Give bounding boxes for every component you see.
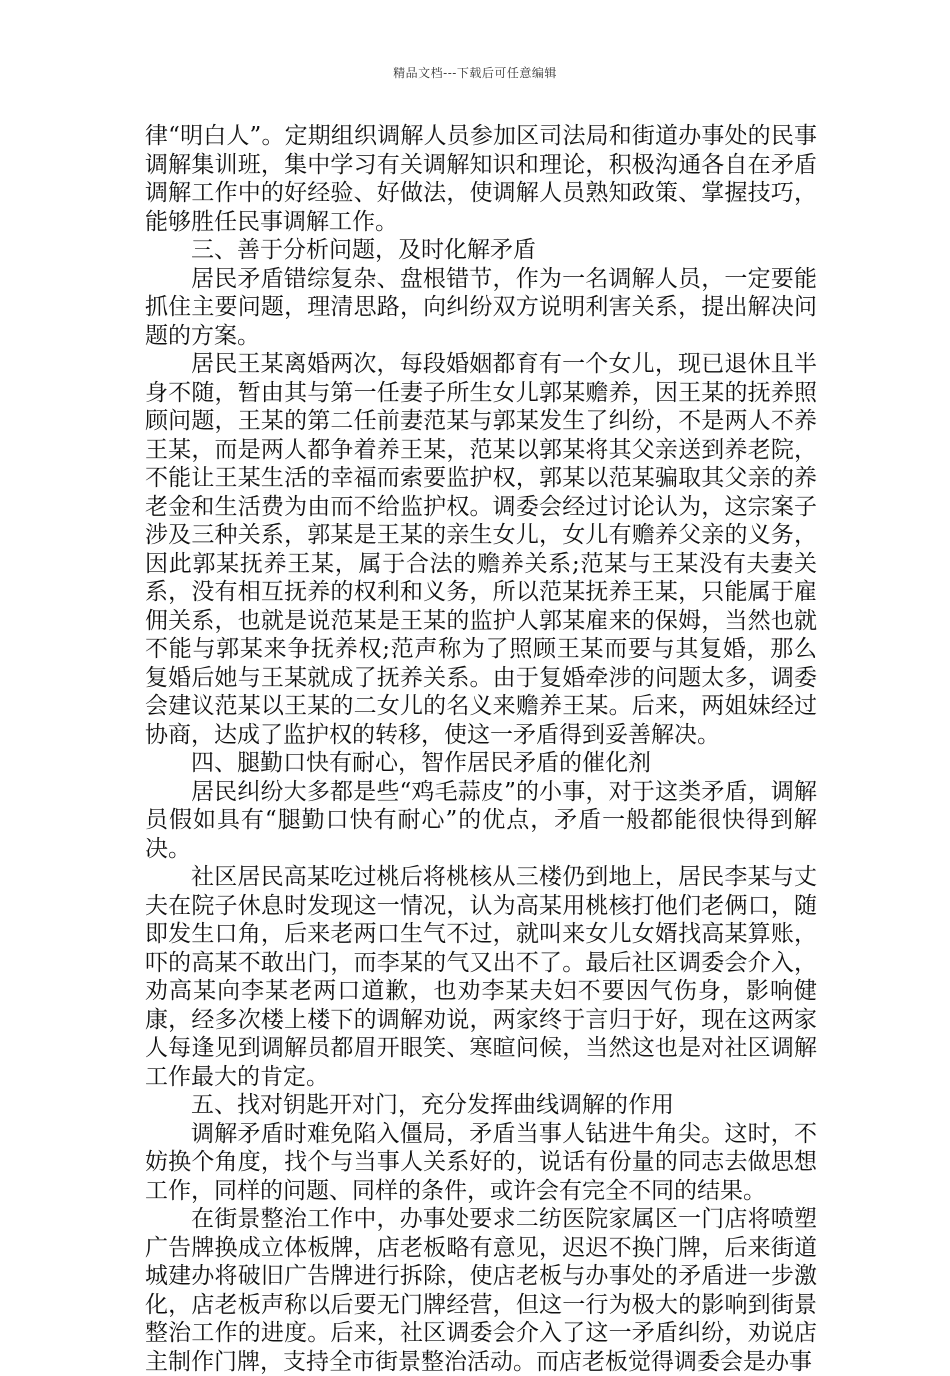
section-heading: 三、善于分析问题，及时化解矛盾 <box>191 237 536 263</box>
paragraph: 居民王某离婚两次，每段婚姻都育有一个女儿，现已退休且半身不随，暂由其与第一任妻子所生女儿郭某赡养，因王某的抚养照顾问题，王某的第二任前妻范某与郭某发生了纠纷，不是两人不养王某，而是两人都争着养王某，范某以郭某将其父亲送到养老院，不能让王某生活的幸福而索要监护权，郭某以范某骗取其父亲的养老金和生活费为由而不给监护权。调委会经过讨论认为，这宗案子涉及三种关系，郭某是王某的亲生女儿，女儿有赡养父亲的义务，因此郭某抚养王某，属于合法的赡养关系;范某与王某没有夫妻关系，没有相互抚养的权利和义务，所以范某抚养王某，只能属于雇佣关系，也就是说范某是王某的监护人郭某雇来的保姆，当然也就不能与郭某来争抚养权;范声称为了照顾王某而要与其复婚，那么复婚后她与王某就成了抚养关系。由于复婚牵涉的问题太多，调委会建议范某以王某的二女儿的名义来赡养王某。后来，两姐妹经过协商，达成了监护权的转移，使这一矛盾得到妥善解决。 <box>145 351 817 748</box>
document-body <box>145 122 817 1376</box>
page-header: 精品文档---下载后可任意编辑 <box>393 66 557 80</box>
paragraph: 律“明白人”。定期组织调解人员参加区司法局和街道办事处的民事调解集训班，集中学习有关调解知识和理论，积极沟通各自在矛盾调解工作中的好经验、好做法，使调解人员熟知政策、掌握技巧，能够胜任民事调解工作。 <box>145 123 817 235</box>
paragraph: 居民纠纷大多都是些“鸡毛蒜皮”的小事，对于这类矛盾，调解员假如具有“腿勤口快有耐心”的优点，矛盾一般都能很快得到解决。 <box>145 778 817 862</box>
paragraph: 社区居民高某吃过桃后将桃核从三楼仍到地上，居民李某与丈夫在院子休息时发现这一情况，认为高某用桃核打他们老俩口，随即发生口角，后来老两口生气不过，就叫来女儿女婿找高某算账，吓的高某不敢出门，而李某的气又出不了。最后社区调委会介入，劝高某向李某老两口道歉，也劝李某夫妇不要因气伤身，影响健康，经多次楼上楼下的调解劝说，两家终于言归于好，现在这两家人每逢见到调解员都眉开眼笑、寒暄问候，当然这也是对社区调解工作最大的肯定。 <box>145 864 817 1090</box>
paragraph: 居民矛盾错综复杂、盘根错节，作为一名调解人员，一定要能抓住主要问题，理清思路，向纠纷双方说明利害关系，提出解决问题的方案。 <box>145 265 817 349</box>
section-heading: 四、腿勤口快有耐心，智作居民矛盾的催化剂 <box>191 750 651 776</box>
section-heading: 五、找对钥匙开对门，充分发挥曲线调解的作用 <box>191 1092 674 1118</box>
paragraph: 调解矛盾时难免陷入僵局，矛盾当事人钻进牛角尖。这时，不妨换个角度，找个与当事人关系好的，说话有份量的同志去做思想工作，同样的问题、同样的条件，或许会有完全不同的结果。 <box>145 1120 817 1204</box>
paragraph: 在街景整治工作中，办事处要求二纺医院家属区一门店将喷塑广告牌换成立体板牌，店老板略有意见，迟迟不换门牌，后来街道城建办将破旧广告牌进行拆除，使店老板与办事处的矛盾进一步激化，店老板声称以后要无门牌经营，但这一行为极大的影响到街景整治工作的进度。后来，社区调委会介入了这一矛盾纠纷，劝说店主制作门牌，支持全市街景整治活动。而店老板觉得调委会是办事 <box>145 1206 817 1375</box>
